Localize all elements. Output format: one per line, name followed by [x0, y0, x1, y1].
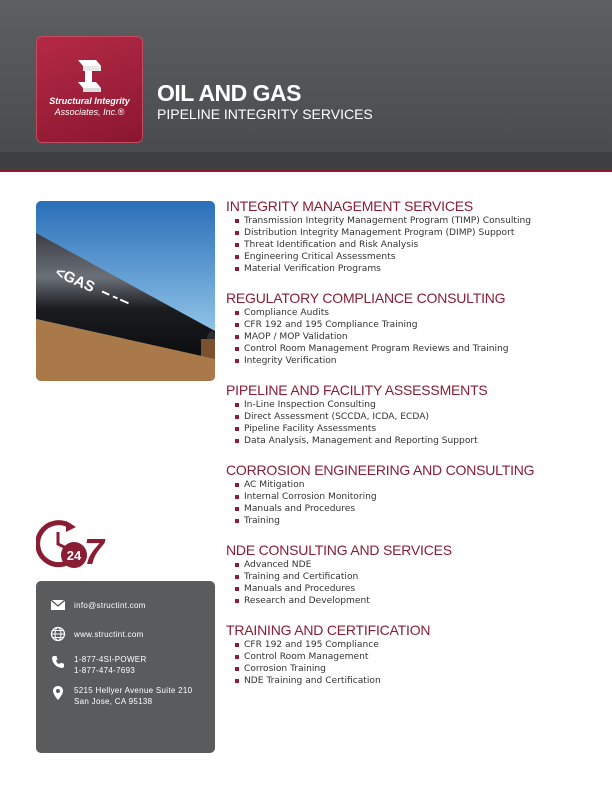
- contact-website[interactable]: www.structint.com: [74, 630, 144, 639]
- contact-phone-1[interactable]: 1-877-4SI-POWER: [74, 655, 147, 664]
- list-item: Integrity Verification: [235, 355, 596, 367]
- list-item: Advanced NDE: [235, 559, 596, 571]
- list-item: Material Verification Programs: [235, 263, 596, 275]
- page-subtitle: PIPELINE INTEGRITY SERVICES: [157, 106, 373, 122]
- contact-email[interactable]: info@structint.com: [74, 601, 146, 610]
- section-title: TRAINING AND CERTIFICATION: [226, 622, 431, 638]
- list-item: Transmission Integrity Management Program (TIMP) Consulting: [235, 215, 596, 227]
- list-item: Data Analysis, Management and Reporting Support: [235, 435, 596, 447]
- header-stripe: [0, 152, 612, 172]
- list-item: Threat Identification and Risk Analysis: [235, 239, 596, 251]
- badge-number: 24: [66, 548, 82, 563]
- section-title: REGULATORY COMPLIANCE CONSULTING: [226, 290, 506, 306]
- pipe-label: <GAS: [52, 263, 98, 297]
- contact-address-2: San Jose, CA 95138: [74, 697, 153, 706]
- section-title: CORROSION ENGINEERING AND CONSULTING: [226, 462, 535, 478]
- list-item: Engineering Critical Assessments: [235, 251, 596, 263]
- list-item: CFR 192 and 195 Compliance: [235, 639, 596, 651]
- location-pin-icon: [50, 685, 66, 701]
- section-list: [226, 307, 596, 367]
- globe-icon: [50, 626, 66, 642]
- list-item: Manuals and Procedures: [235, 583, 596, 595]
- list-item: In-Line Inspection Consulting: [235, 399, 596, 411]
- list-item: AC Mitigation: [235, 479, 596, 491]
- contact-email-row[interactable]: [50, 597, 146, 613]
- list-item: MAOP / MOP Validation: [235, 331, 596, 343]
- section-integrity-management: [226, 198, 596, 275]
- clock-24-7-icon: [36, 518, 110, 572]
- company-logo: [36, 36, 143, 143]
- envelope-icon: [50, 597, 66, 613]
- section-title: NDE CONSULTING AND SERVICES: [226, 542, 452, 558]
- section-list: [226, 215, 596, 275]
- pipeline-photo: [36, 201, 215, 381]
- section-title: PIPELINE AND FACILITY ASSESSMENTS: [226, 382, 488, 398]
- list-item: CFR 192 and 195 Compliance Training: [235, 319, 596, 331]
- contact-website-row[interactable]: [50, 626, 144, 642]
- page-title: OIL AND GAS: [157, 80, 302, 106]
- section-training-certification: [226, 622, 596, 687]
- section-list: [226, 479, 596, 527]
- list-item: Distribution Integrity Management Program (DIMP) Support: [235, 227, 596, 239]
- list-item: Corrosion Training: [235, 663, 596, 675]
- list-item: Research and Development: [235, 595, 596, 607]
- section-list: [226, 639, 596, 687]
- section-regulatory-compliance: [226, 290, 596, 367]
- logo-line-1: Structural Integrity: [49, 96, 130, 106]
- list-item: Compliance Audits: [235, 307, 596, 319]
- section-list: [226, 559, 596, 607]
- section-title: INTEGRITY MANAGEMENT SERVICES: [226, 198, 474, 214]
- list-item: Training: [235, 515, 596, 527]
- contact-phone-row[interactable]: [50, 654, 147, 676]
- service-sections: [226, 198, 596, 702]
- list-item: Training and Certification: [235, 571, 596, 583]
- contact-box: [36, 581, 215, 753]
- list-item: Direct Assessment (SCCDA, ICDA, ECDA): [235, 411, 596, 423]
- phone-icon: [50, 654, 66, 670]
- section-pipeline-assessments: [226, 382, 596, 447]
- list-item: NDE Training and Certification: [235, 675, 596, 687]
- section-nde-consulting: [226, 542, 596, 607]
- list-item: Control Room Management: [235, 651, 596, 663]
- list-item: Manuals and Procedures: [235, 503, 596, 515]
- list-item: Control Room Management Program Reviews and Training: [235, 343, 596, 355]
- list-item: Internal Corrosion Monitoring: [235, 491, 596, 503]
- section-list: [226, 399, 596, 447]
- logo-i-beam-icon: [74, 58, 104, 94]
- logo-line-2: Associates, Inc.®: [54, 107, 125, 117]
- section-corrosion-engineering: [226, 462, 596, 527]
- contact-address-1: 5215 Hellyer Avenue Suite 210: [74, 686, 193, 695]
- contact-address-row: [50, 685, 192, 707]
- contact-phone-2[interactable]: 1-877-474-7693: [74, 666, 136, 675]
- badge-digit: 7: [84, 531, 105, 572]
- badge-24-7: [36, 518, 110, 577]
- list-item: Pipeline Facility Assessments: [235, 423, 596, 435]
